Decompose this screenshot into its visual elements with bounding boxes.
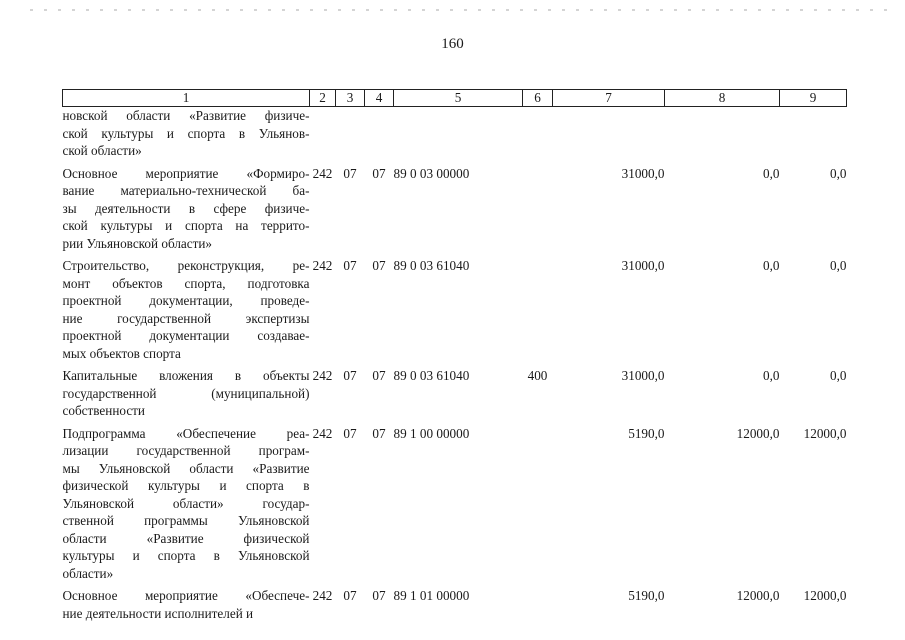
budget-table xyxy=(62,89,847,622)
column-header-7: 7 xyxy=(553,90,665,107)
section-code-cell: 07 xyxy=(343,165,357,181)
section-code-cell xyxy=(336,107,365,160)
row-name-cell xyxy=(63,362,310,420)
amount-col9-cell: 0,0 xyxy=(830,368,847,383)
row-name-line: Капитальные вложения в объекты xyxy=(62,368,310,383)
column-header-2: 2 xyxy=(310,90,336,107)
amount-col8-cell: 0,0 xyxy=(763,258,780,273)
section-code-cell: 07 xyxy=(343,425,357,441)
section-code-cell: 07 xyxy=(343,368,357,383)
chapter-code-cell: 242 xyxy=(312,165,333,181)
row-name-line: зы деятельности в сфере физиче- xyxy=(62,200,310,216)
amount-col9-cell xyxy=(780,107,847,160)
expense-type-cell: 400 xyxy=(527,368,548,383)
chapter-code-cell: 242 xyxy=(312,425,333,441)
row-name-cell xyxy=(63,582,310,622)
expense-type-cell xyxy=(523,160,553,253)
amount-col8-cell: 0,0 xyxy=(763,368,780,383)
row-name-line: Основное мероприятие «Обеспече- xyxy=(62,588,310,603)
subsection-code-cell: 07 xyxy=(372,258,386,273)
amount-col8-cell xyxy=(665,107,780,160)
row-name-cell xyxy=(63,420,310,583)
column-header-4: 4 xyxy=(365,90,394,107)
table-row xyxy=(63,107,847,160)
row-name-line: культуры и спорта в Ульяновской xyxy=(62,548,310,563)
row-name-line: проектной документации создавае- xyxy=(62,328,310,343)
chapter-code-cell: 242 xyxy=(312,588,333,603)
subsection-code-cell: 07 xyxy=(372,425,386,441)
amount-col7-cell: 5190,0 xyxy=(628,425,665,441)
row-name-cell xyxy=(63,160,310,253)
table-row xyxy=(63,362,847,420)
row-name-line: Основное мероприятие «Формиро- xyxy=(62,165,310,181)
amount-col9-cell: 0,0 xyxy=(830,165,847,181)
row-name-cell xyxy=(63,107,310,160)
subsection-code-cell: 07 xyxy=(372,588,386,603)
row-name-line: физической культуры и спорта в xyxy=(62,478,310,493)
row-name-line: новской области «Развитие физиче- xyxy=(62,108,310,123)
amount-col7-cell xyxy=(553,107,665,160)
row-name-line: ственной программы Ульяновской xyxy=(62,513,310,528)
row-name-line: собственности xyxy=(62,403,145,418)
row-name-line: Ульяновской области» государ- xyxy=(62,495,310,511)
column-header-3: 3 xyxy=(336,90,365,107)
row-name-line: ние государственной экспертизы xyxy=(62,310,310,326)
target-article-cell: 89 1 01 00000 xyxy=(393,588,470,603)
subsection-code-cell: 07 xyxy=(372,165,386,181)
expense-type-cell xyxy=(523,420,553,583)
amount-col9-cell: 12000,0 xyxy=(803,425,847,441)
row-name-line: ние деятельности исполнителей и xyxy=(62,605,254,621)
row-name-line: Подпрограмма «Обеспечение реа- xyxy=(62,425,310,441)
row-name-line: рии Ульяновской области» xyxy=(62,235,213,251)
chapter-code-cell xyxy=(310,107,336,160)
expense-type-cell xyxy=(523,582,553,622)
column-header-1: 1 xyxy=(63,90,310,107)
chapter-code-cell: 242 xyxy=(312,258,333,273)
amount-col9-cell: 0,0 xyxy=(830,258,847,273)
scan-artifact-line xyxy=(30,9,890,11)
target-article-cell: 89 0 03 61040 xyxy=(393,258,470,273)
column-header-8: 8 xyxy=(665,90,780,107)
column-header-6: 6 xyxy=(523,90,553,107)
table-row xyxy=(63,252,847,362)
row-name-line: ской культуры и спорта в Ульянов- xyxy=(62,125,310,141)
amount-col7-cell: 31000,0 xyxy=(621,258,665,273)
target-article-cell xyxy=(394,107,523,160)
section-code-cell: 07 xyxy=(343,588,357,603)
table-body xyxy=(63,107,847,623)
section-code-cell: 07 xyxy=(343,258,357,273)
row-name-line: государственной (муниципальной) xyxy=(62,385,310,401)
chapter-code-cell: 242 xyxy=(312,368,333,383)
row-name-line: ской культуры и спорта на террито- xyxy=(62,218,310,233)
target-article-cell: 89 0 03 00000 xyxy=(393,165,470,181)
expense-type-cell xyxy=(523,252,553,362)
row-name-line: вание материально-технической ба- xyxy=(62,183,310,198)
row-name-line: проектной документации, проведе- xyxy=(62,293,310,308)
subsection-code-cell xyxy=(365,107,394,160)
amount-col8-cell: 0,0 xyxy=(763,165,780,181)
table-row xyxy=(63,582,847,622)
column-header-5: 5 xyxy=(394,90,523,107)
subsection-code-cell: 07 xyxy=(372,368,386,383)
row-name-line: монт объектов спорта, подготовка xyxy=(62,275,310,291)
amount-col9-cell: 12000,0 xyxy=(803,588,847,603)
expense-type-cell xyxy=(523,107,553,160)
row-name-line: ской области» xyxy=(62,143,142,158)
amount-col7-cell: 31000,0 xyxy=(621,165,665,181)
table-row xyxy=(63,160,847,253)
amount-col7-cell: 31000,0 xyxy=(621,368,665,383)
row-name-cell xyxy=(63,252,310,362)
row-name-line: области «Развитие физической xyxy=(62,530,310,546)
row-name-line: области» xyxy=(62,565,114,581)
column-header-9: 9 xyxy=(780,90,847,107)
amount-col8-cell: 12000,0 xyxy=(736,588,780,603)
table-header-row xyxy=(63,90,847,107)
target-article-cell: 89 1 00 00000 xyxy=(393,425,470,441)
amount-col7-cell: 5190,0 xyxy=(628,588,665,603)
page-number: 160 xyxy=(441,36,464,52)
row-name-line: Строительство, реконструкция, ре- xyxy=(62,258,310,273)
table-row xyxy=(63,420,847,583)
row-name-line: лизации государственной програм- xyxy=(62,443,310,458)
row-name-line: мых объектов спорта xyxy=(62,345,181,361)
amount-col8-cell: 12000,0 xyxy=(736,425,780,441)
row-name-line: мы Ульяновской области «Развитие xyxy=(62,460,310,476)
target-article-cell: 89 0 03 61040 xyxy=(393,368,470,383)
